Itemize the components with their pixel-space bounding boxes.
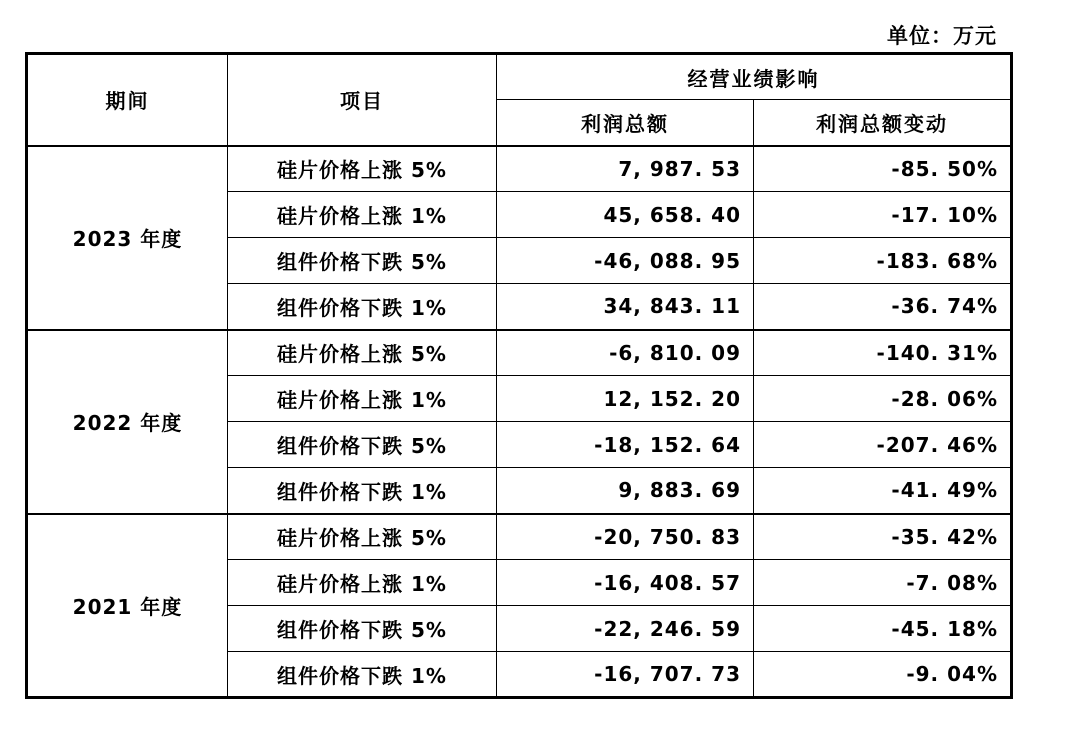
profit-change-cell: -207. 46% xyxy=(754,422,1012,468)
profit-change-cell: -17. 10% xyxy=(754,192,1012,238)
item-cell: 组件价格下跌 1% xyxy=(228,652,497,698)
table-row xyxy=(27,514,1012,560)
item-cell: 硅片价格上涨 1% xyxy=(228,560,497,606)
unit-label: 单位：万元 xyxy=(887,24,997,48)
table-body xyxy=(27,146,1012,698)
table-row xyxy=(27,146,1012,192)
profit-change-cell: -36. 74% xyxy=(754,284,1012,330)
period-cell: 2021 年度 xyxy=(27,514,228,698)
item-cell: 硅片价格上涨 1% xyxy=(228,376,497,422)
profit-total-cell: -20, 750. 83 xyxy=(497,514,754,560)
sensitivity-table xyxy=(25,52,1013,699)
header-period: 期间 xyxy=(27,54,228,146)
profit-change-cell: -35. 42% xyxy=(754,514,1012,560)
profit-total-cell: 7, 987. 53 xyxy=(497,146,754,192)
item-cell: 硅片价格上涨 1% xyxy=(228,192,497,238)
item-cell: 硅片价格上涨 5% xyxy=(228,146,497,192)
profit-change-cell: -9. 04% xyxy=(754,652,1012,698)
profit-change-cell: -140. 31% xyxy=(754,330,1012,376)
table-row xyxy=(27,330,1012,376)
profit-total-cell: -18, 152. 64 xyxy=(497,422,754,468)
item-cell: 组件价格下跌 1% xyxy=(228,468,497,514)
item-cell: 硅片价格上涨 5% xyxy=(228,514,497,560)
profit-total-cell: 12, 152. 20 xyxy=(497,376,754,422)
profit-total-cell: 34, 843. 11 xyxy=(497,284,754,330)
profit-total-cell: -16, 707. 73 xyxy=(497,652,754,698)
profit-total-cell: 45, 658. 40 xyxy=(497,192,754,238)
profit-total-cell: -46, 088. 95 xyxy=(497,238,754,284)
profit-change-cell: -7. 08% xyxy=(754,560,1012,606)
profit-total-cell: 9, 883. 69 xyxy=(497,468,754,514)
item-cell: 硅片价格上涨 5% xyxy=(228,330,497,376)
table-header xyxy=(27,54,1012,146)
profit-total-cell: -22, 246. 59 xyxy=(497,606,754,652)
item-cell: 组件价格下跌 5% xyxy=(228,606,497,652)
profit-total-cell: -16, 408. 57 xyxy=(497,560,754,606)
item-cell: 组件价格下跌 5% xyxy=(228,422,497,468)
profit-change-cell: -41. 49% xyxy=(754,468,1012,514)
header-item: 项目 xyxy=(228,54,497,146)
header-profit-change: 利润总额变动 xyxy=(754,100,1012,146)
profit-change-cell: -85. 50% xyxy=(754,146,1012,192)
header-profit-total: 利润总额 xyxy=(497,100,754,146)
period-cell: 2022 年度 xyxy=(27,330,228,514)
period-cell: 2023 年度 xyxy=(27,146,228,330)
item-cell: 组件价格下跌 1% xyxy=(228,284,497,330)
profit-change-cell: -183. 68% xyxy=(754,238,1012,284)
profit-total-cell: -6, 810. 09 xyxy=(497,330,754,376)
profit-change-cell: -45. 18% xyxy=(754,606,1012,652)
profit-change-cell: -28. 06% xyxy=(754,376,1012,422)
header-impact: 经营业绩影响 xyxy=(497,54,1012,100)
item-cell: 组件价格下跌 5% xyxy=(228,238,497,284)
